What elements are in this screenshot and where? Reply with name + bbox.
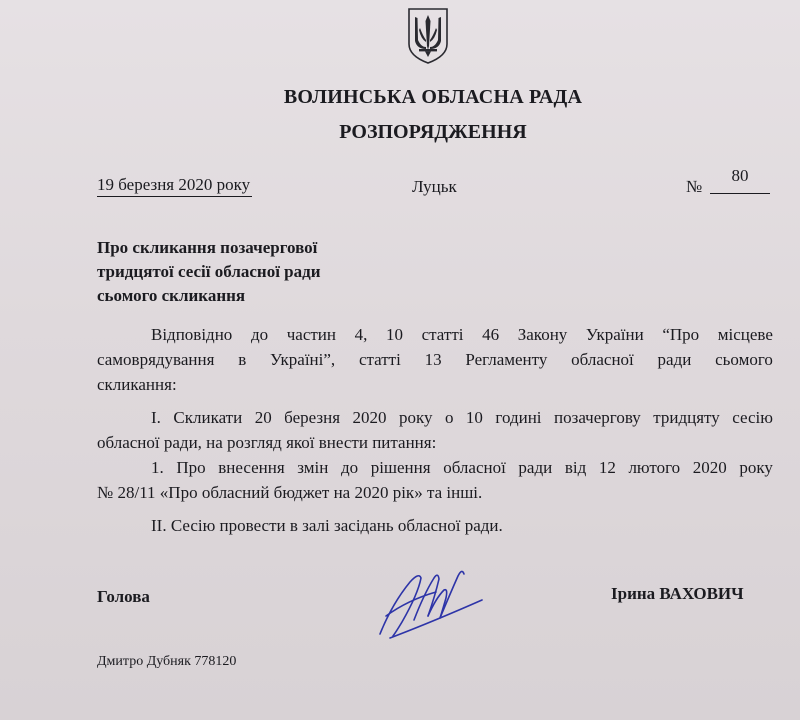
word: Скликати <box>173 408 243 427</box>
word: від <box>564 458 587 477</box>
word: о <box>444 408 454 427</box>
word: обласної <box>443 458 506 477</box>
word: 10 <box>465 408 483 427</box>
word: 12 <box>598 458 616 477</box>
document-number: 80 <box>710 165 770 194</box>
word: місцеве <box>717 325 773 344</box>
word: Відповідно <box>151 325 233 344</box>
subject-line: тридцятої сесії обласної ради <box>97 262 321 281</box>
word: “Про <box>662 325 700 344</box>
handwritten-signature <box>372 560 492 646</box>
section-two-paragraph <box>97 513 773 538</box>
word: обласної <box>571 350 634 369</box>
word: статті <box>358 350 401 369</box>
section-two-line: ІІ. Сесію провести в залі засідань обласної ради. <box>151 516 503 535</box>
word: статті <box>421 325 464 344</box>
subject-line: сьомого скликання <box>97 286 246 305</box>
word: в <box>238 350 247 369</box>
preamble-paragraph <box>97 322 773 397</box>
word: Про <box>176 458 206 477</box>
word: 2020 <box>692 458 727 477</box>
section-one-line <box>97 405 773 430</box>
word: до <box>340 458 359 477</box>
word: року <box>398 408 433 427</box>
word: 2020 <box>352 408 387 427</box>
executor-note: Дмитро Дубняк 778120 <box>97 654 237 669</box>
word: до <box>250 325 269 344</box>
word: Україні”, <box>269 350 336 369</box>
word: № 28/11 «Про обласний бюджет на 2020 рік» та інші. <box>97 483 483 502</box>
word: Закону <box>517 325 568 344</box>
word: Регламенту <box>465 350 548 369</box>
section-one-line <box>97 430 773 455</box>
document-number-label: № <box>686 177 703 196</box>
word: позачергову <box>554 408 641 427</box>
preamble-line <box>97 372 773 397</box>
section-one-line <box>97 455 773 480</box>
word: 1. <box>151 458 164 477</box>
word: 13 <box>424 350 442 369</box>
word: 20 <box>254 408 272 427</box>
preamble-line <box>97 322 773 347</box>
word: годині <box>495 408 542 427</box>
signatory-name: Ірина ВАХОВИЧ <box>611 584 744 603</box>
tryzub-emblem-icon <box>404 6 452 66</box>
subject-line: Про скликання позачергової <box>97 238 318 257</box>
word: 4, <box>354 325 368 344</box>
word: частин <box>286 325 336 344</box>
word: ради <box>518 458 553 477</box>
word: внесення <box>218 458 285 477</box>
document-city: Луцьк <box>412 177 457 196</box>
word: скликання: <box>97 375 177 394</box>
word: року <box>739 458 773 477</box>
word: рішення <box>370 458 431 477</box>
document-subject <box>97 236 321 308</box>
word: 46 <box>482 325 500 344</box>
word: змін <box>297 458 329 477</box>
word: України <box>585 325 644 344</box>
document-date: 19 березня 2020 року <box>97 174 252 197</box>
word: 10 <box>385 325 403 344</box>
word: сьомого <box>715 350 773 369</box>
signatory-position: Голова <box>97 587 150 606</box>
section-one-line <box>97 480 773 505</box>
organization-title: ВОЛИНСЬКА ОБЛАСНА РАДА <box>283 86 583 108</box>
word: тридцяту <box>653 408 720 427</box>
word: обласної ради, на розгляд якої внести питання: <box>97 433 437 452</box>
word: лютого <box>628 458 681 477</box>
word: ради <box>657 350 692 369</box>
section-one-paragraph <box>97 405 773 505</box>
word: сесію <box>732 408 773 427</box>
preamble-line <box>97 347 773 372</box>
document-type-title: РОЗПОРЯДЖЕННЯ <box>339 121 527 143</box>
word: березня <box>284 408 341 427</box>
word: І. <box>151 408 161 427</box>
word: самоврядування <box>97 350 215 369</box>
